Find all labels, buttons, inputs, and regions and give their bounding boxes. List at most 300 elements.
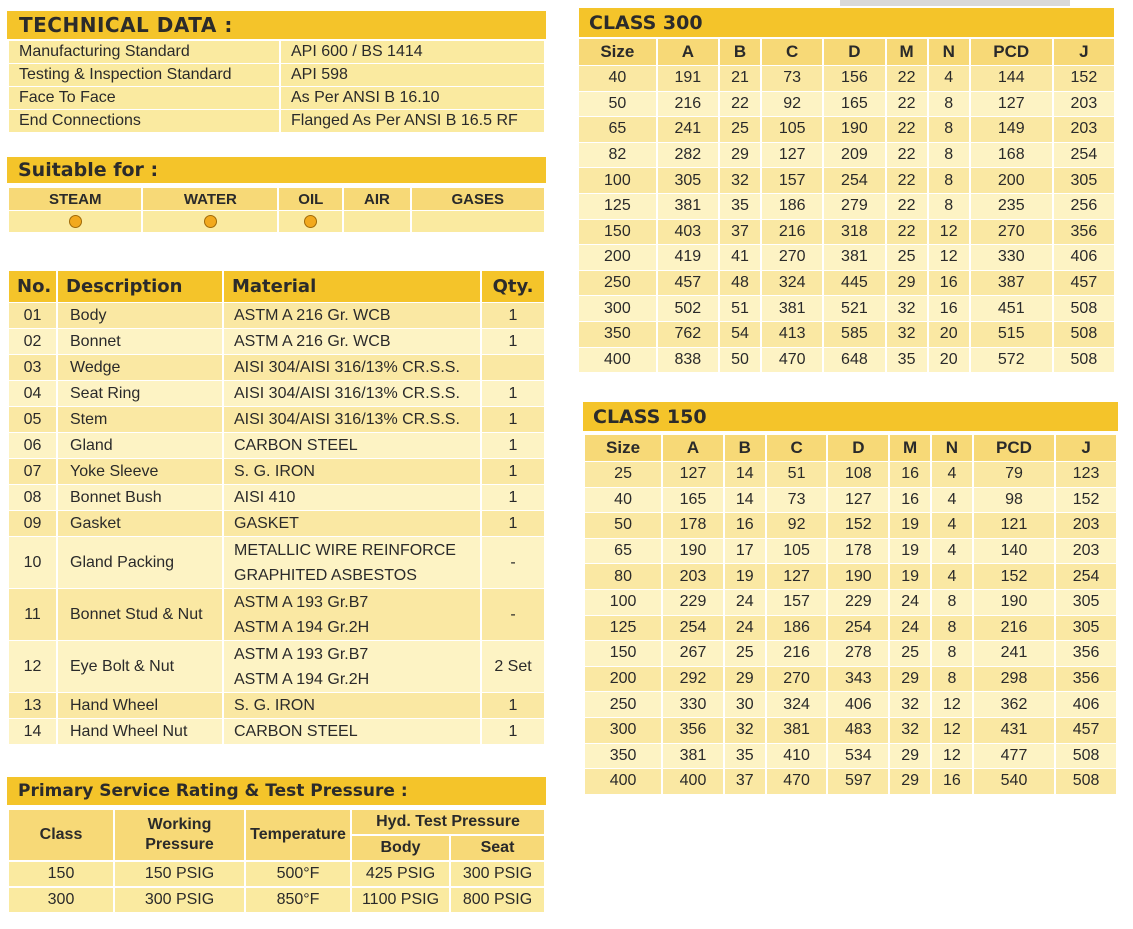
technical-row xyxy=(9,87,544,109)
class150-cell: 406 xyxy=(828,692,888,717)
class300-cell: 20 xyxy=(929,322,969,347)
class150-cell: 121 xyxy=(974,513,1054,538)
col-qty-header: Qty. xyxy=(482,271,544,302)
parts-row xyxy=(9,537,544,588)
class300-cell: 22 xyxy=(887,117,927,142)
class150-header xyxy=(583,402,1118,431)
class300-cell: 254 xyxy=(1054,143,1114,168)
class300-cell: 200 xyxy=(579,245,656,270)
class150-cell: 19 xyxy=(890,513,930,538)
material-line: AISI 304/AISI 316/13% CR.S.S. xyxy=(234,411,460,428)
radio-indicator-icon xyxy=(204,215,217,228)
part-description: Hand Wheel xyxy=(58,693,222,718)
class300-cell: 508 xyxy=(1054,296,1114,321)
class150-cell: 381 xyxy=(767,718,827,743)
class150-row xyxy=(585,667,1116,692)
class150-row xyxy=(585,564,1116,589)
class150-cell: 100 xyxy=(585,590,661,615)
class150-cell: 229 xyxy=(663,590,723,615)
class150-row xyxy=(585,513,1116,538)
class300-col-header: C xyxy=(762,39,822,65)
part-material xyxy=(224,381,480,406)
material-line: ASTM A 193 Gr.B7 xyxy=(234,645,369,663)
class150-cell: 32 xyxy=(890,718,930,743)
class300-cell: 25 xyxy=(720,117,760,142)
class300-cell: 203 xyxy=(1054,117,1114,142)
class300-cell: 762 xyxy=(658,322,718,347)
class150-cell: 540 xyxy=(974,769,1054,794)
pressure-class: 300 xyxy=(9,888,113,912)
class300-row xyxy=(579,220,1114,245)
technical-row xyxy=(9,110,544,132)
part-number: 06 xyxy=(9,433,56,458)
class300-cell: 216 xyxy=(658,92,718,117)
class150-cell: 356 xyxy=(1056,667,1116,692)
class150-cell: 203 xyxy=(663,564,723,589)
part-qty: 2 Set xyxy=(482,641,544,692)
technical-value: API 598 xyxy=(281,64,544,86)
class150-cell: 470 xyxy=(767,769,827,794)
class300-cell: 330 xyxy=(971,245,1052,270)
class150-cell: 32 xyxy=(890,692,930,717)
class300-row xyxy=(579,168,1114,193)
material-line: AISI 304/AISI 316/13% CR.S.S. xyxy=(234,359,460,376)
part-number: 13 xyxy=(9,693,56,718)
part-number: 05 xyxy=(9,407,56,432)
class150-cell: 8 xyxy=(932,590,972,615)
class300-cell: 22 xyxy=(887,194,927,219)
part-description: Gasket xyxy=(58,511,222,536)
radio-indicator-icon xyxy=(304,215,317,228)
class150-cell: 152 xyxy=(1056,488,1116,513)
class300-cell: 29 xyxy=(887,271,927,296)
class150-cell: 32 xyxy=(725,718,765,743)
class300-header xyxy=(579,8,1114,37)
class300-cell: 100 xyxy=(579,168,656,193)
class300-col-header: A xyxy=(658,39,718,65)
class300-cell: 149 xyxy=(971,117,1052,142)
class300-row xyxy=(579,271,1114,296)
part-qty: 1 xyxy=(482,693,544,718)
part-qty: - xyxy=(482,537,544,588)
class300-cell: 356 xyxy=(1054,220,1114,245)
class150-cell: 16 xyxy=(725,513,765,538)
class300-col-header: D xyxy=(824,39,884,65)
class150-col-header: D xyxy=(828,435,888,461)
radio-indicator-icon xyxy=(69,215,82,228)
suitable-label: AIR xyxy=(344,188,409,210)
class150-row xyxy=(585,692,1116,717)
class300-col-header: PCD xyxy=(971,39,1052,65)
press-class-header: Class xyxy=(9,810,113,860)
class150-cell: 4 xyxy=(932,513,972,538)
class300-cell: 457 xyxy=(1054,271,1114,296)
class150-cell: 157 xyxy=(767,590,827,615)
col-no-header: No. xyxy=(9,271,56,302)
suitable-cell xyxy=(143,211,277,232)
part-description: Eye Bolt & Nut xyxy=(58,641,222,692)
part-material xyxy=(224,537,480,588)
class150-cell: 267 xyxy=(663,641,723,666)
class150-cell: 431 xyxy=(974,718,1054,743)
class150-cell: 203 xyxy=(1056,539,1116,564)
class150-cell: 12 xyxy=(932,692,972,717)
class300-cell: 32 xyxy=(887,296,927,321)
class150-cell: 127 xyxy=(663,462,723,487)
class150-col-header: M xyxy=(890,435,930,461)
class150-cell: 250 xyxy=(585,692,661,717)
part-material xyxy=(224,719,480,744)
material-line: AISI 304/AISI 316/13% CR.S.S. xyxy=(234,385,460,402)
pressure-body: 425 PSIG xyxy=(352,862,449,886)
part-qty: 1 xyxy=(482,381,544,406)
col-description-header: Description xyxy=(58,271,222,302)
class300-cell: 406 xyxy=(1054,245,1114,270)
material-line: ASTM A 216 Gr. WCB xyxy=(234,307,391,324)
class150-cell: 300 xyxy=(585,718,661,743)
class150-cell: 254 xyxy=(1056,564,1116,589)
class150-cell: 17 xyxy=(725,539,765,564)
col-material-header: Material xyxy=(224,271,480,302)
technical-value: API 600 / BS 1414 xyxy=(281,41,544,63)
suitable-label: STEAM xyxy=(9,188,141,210)
class150-col-header: A xyxy=(663,435,723,461)
class300-cell: 21 xyxy=(720,66,760,91)
part-number: 07 xyxy=(9,459,56,484)
pressure-row xyxy=(9,888,544,912)
part-material xyxy=(224,329,480,354)
press-working-header xyxy=(115,810,244,860)
class150-col-header: N xyxy=(932,435,972,461)
part-description: Seat Ring xyxy=(58,381,222,406)
class150-cell: 190 xyxy=(663,539,723,564)
class150-cell: 4 xyxy=(932,564,972,589)
part-qty xyxy=(482,355,544,380)
class150-cell: 483 xyxy=(828,718,888,743)
suitable-for-table xyxy=(7,187,546,233)
technical-label: Face To Face xyxy=(9,87,279,109)
class300-cell: 41 xyxy=(720,245,760,270)
class300-cell: 572 xyxy=(971,348,1052,373)
class300-cell: 191 xyxy=(658,66,718,91)
class300-row xyxy=(579,117,1114,142)
class150-row xyxy=(585,539,1116,564)
class150-cell: 186 xyxy=(767,616,827,641)
class150-cell: 8 xyxy=(932,616,972,641)
class150-col-header: PCD xyxy=(974,435,1054,461)
part-material xyxy=(224,459,480,484)
class150-cell: 203 xyxy=(1056,513,1116,538)
material-line: ASTM A 194 Gr.2H xyxy=(234,618,370,636)
class300-cell: 585 xyxy=(824,322,884,347)
part-material xyxy=(224,433,480,458)
class300-cell: 387 xyxy=(971,271,1052,296)
class150-cell: 24 xyxy=(890,616,930,641)
part-number: 03 xyxy=(9,355,56,380)
suitable-label: WATER xyxy=(143,188,277,210)
class150-col-header: C xyxy=(767,435,827,461)
material-line: CARBON STEEL xyxy=(234,437,358,454)
material-line: CARBON STEEL xyxy=(234,723,358,740)
class150-row xyxy=(585,488,1116,513)
material-line: ASTM A 194 Gr.2H xyxy=(234,670,370,688)
class300-row xyxy=(579,322,1114,347)
pressure-header xyxy=(7,777,546,805)
technical-value: Flanged As Per ANSI B 16.5 RF xyxy=(281,110,544,132)
class150-cell: 381 xyxy=(663,744,723,769)
class300-cell: 381 xyxy=(824,245,884,270)
part-number: 12 xyxy=(9,641,56,692)
class150-cell: 254 xyxy=(663,616,723,641)
class150-cell: 12 xyxy=(932,718,972,743)
material-line: METALLIC WIRE REINFORCE xyxy=(234,541,456,559)
part-description: Wedge xyxy=(58,355,222,380)
class150-cell: 8 xyxy=(932,641,972,666)
class300-cell: 648 xyxy=(824,348,884,373)
class300-cell: 73 xyxy=(762,66,822,91)
class150-cell: 216 xyxy=(767,641,827,666)
class300-cell: 241 xyxy=(658,117,718,142)
class300-cell: 200 xyxy=(971,168,1052,193)
class150-cell: 35 xyxy=(725,744,765,769)
pressure-seat: 800 PSIG xyxy=(451,888,544,912)
part-number: 09 xyxy=(9,511,56,536)
class150-cell: 40 xyxy=(585,488,661,513)
class300-cell: 300 xyxy=(579,296,656,321)
class150-cell: 508 xyxy=(1056,769,1116,794)
part-material xyxy=(224,589,480,640)
class150-row xyxy=(585,769,1116,794)
class300-cell: 92 xyxy=(762,92,822,117)
class150-cell: 19 xyxy=(890,539,930,564)
class150-cell: 330 xyxy=(663,692,723,717)
part-description: Bonnet xyxy=(58,329,222,354)
class300-row xyxy=(579,66,1114,91)
class150-cell: 241 xyxy=(974,641,1054,666)
class150-table xyxy=(583,434,1118,795)
part-description: Bonnet Stud & Nut xyxy=(58,589,222,640)
class300-cell: 279 xyxy=(824,194,884,219)
class300-cell: 35 xyxy=(887,348,927,373)
class300-cell: 270 xyxy=(971,220,1052,245)
class150-cell: 108 xyxy=(828,462,888,487)
class150-cell: 51 xyxy=(767,462,827,487)
class150-cell: 24 xyxy=(725,590,765,615)
class150-cell: 14 xyxy=(725,462,765,487)
class300-cell: 4 xyxy=(929,66,969,91)
class150-cell: 140 xyxy=(974,539,1054,564)
class300-row xyxy=(579,143,1114,168)
part-qty: 1 xyxy=(482,303,544,328)
suitable-label: GASES xyxy=(412,188,545,210)
part-qty: 1 xyxy=(482,459,544,484)
class300-cell: 457 xyxy=(658,271,718,296)
suitable-for-header xyxy=(7,157,546,183)
class150-cell: 98 xyxy=(974,488,1054,513)
class300-cell: 8 xyxy=(929,143,969,168)
parts-row xyxy=(9,407,544,432)
class300-cell: 127 xyxy=(762,143,822,168)
class300-cell: 50 xyxy=(720,348,760,373)
class150-cell: 37 xyxy=(725,769,765,794)
pressure-class: 150 xyxy=(9,862,113,886)
class300-cell: 127 xyxy=(971,92,1052,117)
part-number: 14 xyxy=(9,719,56,744)
part-description: Yoke Sleeve xyxy=(58,459,222,484)
class300-cell: 451 xyxy=(971,296,1052,321)
class300-cell: 144 xyxy=(971,66,1052,91)
technical-label: Testing & Inspection Standard xyxy=(9,64,279,86)
pressure-title: Primary Service Rating & Test Pressure : xyxy=(18,781,408,801)
class300-title: CLASS 300 xyxy=(589,11,703,34)
parts-row xyxy=(9,589,544,640)
class150-row xyxy=(585,590,1116,615)
parts-row xyxy=(9,511,544,536)
class150-cell: 152 xyxy=(974,564,1054,589)
part-qty: 1 xyxy=(482,407,544,432)
class300-cell: 48 xyxy=(720,271,760,296)
class300-cell: 381 xyxy=(658,194,718,219)
class300-cell: 250 xyxy=(579,271,656,296)
pressure-row xyxy=(9,862,544,886)
class150-cell: 127 xyxy=(767,564,827,589)
class150-cell: 12 xyxy=(932,744,972,769)
class300-cell: 502 xyxy=(658,296,718,321)
class300-cell: 508 xyxy=(1054,322,1114,347)
class300-cell: 838 xyxy=(658,348,718,373)
class300-cell: 203 xyxy=(1054,92,1114,117)
class300-cell: 413 xyxy=(762,322,822,347)
material-line: AISI 410 xyxy=(234,489,296,506)
class150-cell: 92 xyxy=(767,513,827,538)
class300-cell: 8 xyxy=(929,168,969,193)
part-description: Body xyxy=(58,303,222,328)
class150-cell: 165 xyxy=(663,488,723,513)
part-number: 02 xyxy=(9,329,56,354)
press-seat-header: Seat xyxy=(451,836,544,860)
part-material xyxy=(224,485,480,510)
class300-row xyxy=(579,348,1114,373)
class150-col-header: J xyxy=(1056,435,1116,461)
class300-cell: 32 xyxy=(887,322,927,347)
class300-cell: 150 xyxy=(579,220,656,245)
class150-row xyxy=(585,641,1116,666)
class300-cell: 50 xyxy=(579,92,656,117)
class300-cell: 282 xyxy=(658,143,718,168)
class150-cell: 305 xyxy=(1056,616,1116,641)
class150-cell: 4 xyxy=(932,539,972,564)
pressure-temp: 500°F xyxy=(246,862,350,886)
class150-cell: 24 xyxy=(890,590,930,615)
class150-cell: 278 xyxy=(828,641,888,666)
parts-row xyxy=(9,641,544,692)
class150-cell: 343 xyxy=(828,667,888,692)
class150-cell: 178 xyxy=(828,539,888,564)
class300-cell: 22 xyxy=(720,92,760,117)
class150-cell: 597 xyxy=(828,769,888,794)
technical-row xyxy=(9,41,544,63)
press-working-label: Working Pressure xyxy=(145,816,214,853)
technical-label: End Connections xyxy=(9,110,279,132)
class150-cell: 292 xyxy=(663,667,723,692)
class150-cell: 25 xyxy=(725,641,765,666)
class300-cell: 12 xyxy=(929,245,969,270)
class300-cell: 381 xyxy=(762,296,822,321)
part-qty: 1 xyxy=(482,433,544,458)
class300-cell: 419 xyxy=(658,245,718,270)
class300-cell: 25 xyxy=(887,245,927,270)
class300-cell: 22 xyxy=(887,92,927,117)
class150-cell: 80 xyxy=(585,564,661,589)
class300-cell: 16 xyxy=(929,296,969,321)
technical-data-header xyxy=(7,11,546,39)
parts-row xyxy=(9,485,544,510)
class150-col-header: Size xyxy=(585,435,661,461)
class150-cell: 152 xyxy=(828,513,888,538)
class150-row xyxy=(585,616,1116,641)
pressure-temp: 850°F xyxy=(246,888,350,912)
class300-cell: 157 xyxy=(762,168,822,193)
class300-cell: 156 xyxy=(824,66,884,91)
suitable-cell xyxy=(344,211,409,232)
class300-cell: 32 xyxy=(720,168,760,193)
class150-cell: 16 xyxy=(932,769,972,794)
class150-cell: 400 xyxy=(663,769,723,794)
class150-cell: 190 xyxy=(828,564,888,589)
class150-cell: 14 xyxy=(725,488,765,513)
suitable-cell xyxy=(279,211,342,232)
technical-row xyxy=(9,64,544,86)
class300-cell: 521 xyxy=(824,296,884,321)
class150-title: CLASS 150 xyxy=(593,405,707,428)
class150-cell: 298 xyxy=(974,667,1054,692)
class150-cell: 305 xyxy=(1056,590,1116,615)
class150-cell: 4 xyxy=(932,462,972,487)
class300-cell: 318 xyxy=(824,220,884,245)
class150-cell: 356 xyxy=(663,718,723,743)
class300-cell: 324 xyxy=(762,271,822,296)
class300-cell: 270 xyxy=(762,245,822,270)
class300-cell: 82 xyxy=(579,143,656,168)
material-line: GASKET xyxy=(234,515,299,532)
class150-cell: 190 xyxy=(974,590,1054,615)
class150-cell: 24 xyxy=(725,616,765,641)
part-description: Hand Wheel Nut xyxy=(58,719,222,744)
class300-cell: 256 xyxy=(1054,194,1114,219)
class300-cell: 445 xyxy=(824,271,884,296)
part-description: Stem xyxy=(58,407,222,432)
class150-cell: 216 xyxy=(974,616,1054,641)
parts-table xyxy=(7,270,546,745)
class150-cell: 125 xyxy=(585,616,661,641)
class300-cell: 8 xyxy=(929,194,969,219)
class150-cell: 477 xyxy=(974,744,1054,769)
class150-cell: 25 xyxy=(890,641,930,666)
class300-cell: 54 xyxy=(720,322,760,347)
parts-row xyxy=(9,459,544,484)
class150-cell: 73 xyxy=(767,488,827,513)
class150-cell: 30 xyxy=(725,692,765,717)
material-line: ASTM A 216 Gr. WCB xyxy=(234,333,391,350)
class150-col-header: B xyxy=(725,435,765,461)
part-description: Bonnet Bush xyxy=(58,485,222,510)
class150-row xyxy=(585,462,1116,487)
class150-cell: 4 xyxy=(932,488,972,513)
class300-cell: 22 xyxy=(887,66,927,91)
class150-cell: 350 xyxy=(585,744,661,769)
press-temp-header: Temperature xyxy=(246,810,350,860)
press-body-header: Body xyxy=(352,836,449,860)
